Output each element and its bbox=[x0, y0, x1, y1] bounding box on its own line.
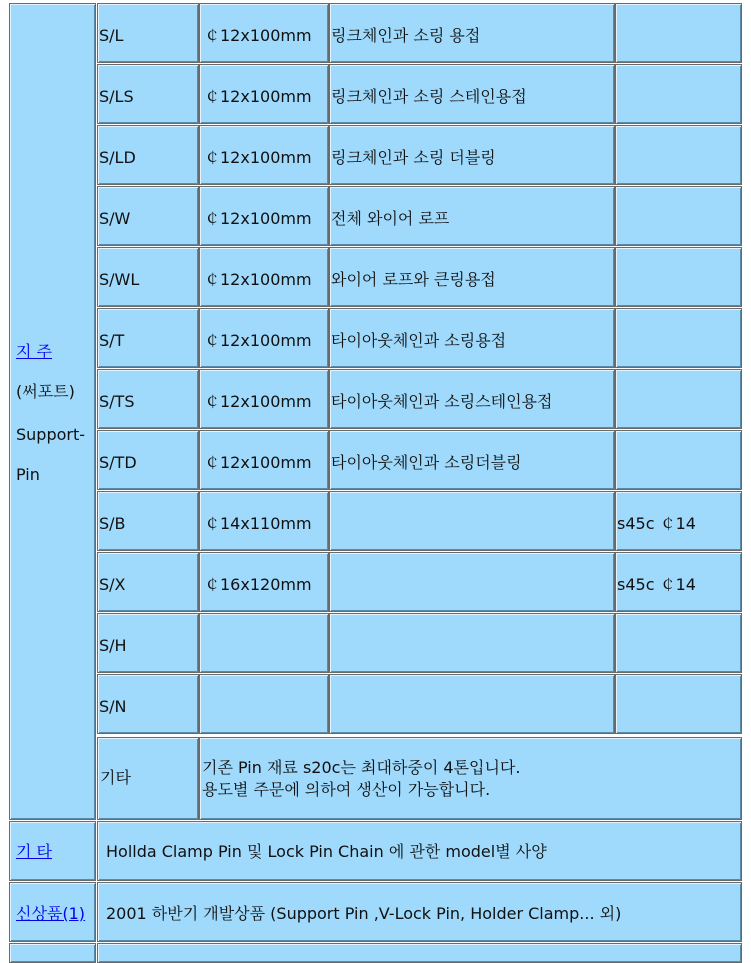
row-model-cell bbox=[97, 674, 199, 734]
row-note-cell bbox=[615, 430, 742, 490]
row-description-cell bbox=[329, 186, 615, 246]
row-model: S/W bbox=[99, 209, 131, 228]
row-model-cell bbox=[97, 369, 199, 429]
row-model-cell bbox=[97, 186, 199, 246]
other-label-cell bbox=[97, 737, 199, 820]
row-description-cell bbox=[329, 125, 615, 185]
row-size: ￠12x100mm bbox=[204, 87, 312, 106]
support-category-cell bbox=[9, 3, 96, 820]
row-size-cell bbox=[199, 674, 329, 734]
row-description: 전체 와이어 로프 bbox=[331, 209, 450, 228]
other-note-line-1: 기존 Pin 재료 s20c는 최대하중이 4톤입니다. bbox=[202, 758, 521, 777]
etc-text: Hollda Clamp Pin 및 Lock Pin Chain 에 관한 model별 사양 bbox=[106, 842, 547, 861]
row-description: 링크체인과 소링 스테인용접 bbox=[331, 87, 527, 106]
new-label-cell bbox=[9, 882, 96, 942]
row-note-cell bbox=[615, 308, 742, 368]
row-description-cell bbox=[329, 613, 615, 673]
row-model: S/X bbox=[99, 575, 126, 594]
row-model: S/WL bbox=[99, 270, 140, 289]
row-note-cell bbox=[615, 247, 742, 307]
row-model-cell bbox=[97, 430, 199, 490]
next-row-label-cell bbox=[9, 943, 96, 963]
row-note: s45c ￠14 bbox=[617, 514, 696, 533]
row-model: S/T bbox=[99, 331, 125, 350]
row-size-cell bbox=[199, 491, 329, 551]
row-model: S/LD bbox=[99, 148, 136, 167]
row-model-cell bbox=[97, 552, 199, 612]
support-category-english-2: Pin bbox=[16, 465, 40, 484]
row-note-cell bbox=[615, 125, 742, 185]
row-model-cell bbox=[97, 247, 199, 307]
row-description-cell bbox=[329, 3, 615, 63]
row-model-cell bbox=[97, 64, 199, 124]
row-size-cell bbox=[199, 430, 329, 490]
row-description-cell bbox=[329, 369, 615, 429]
row-note-cell bbox=[615, 491, 742, 551]
row-size-cell bbox=[199, 125, 329, 185]
other-note-cell bbox=[199, 737, 742, 820]
row-size-cell bbox=[199, 186, 329, 246]
row-size-cell bbox=[199, 369, 329, 429]
row-size: ￠12x100mm bbox=[204, 148, 312, 167]
row-model: S/TD bbox=[99, 453, 137, 472]
row-model: S/TS bbox=[99, 392, 135, 411]
row-size: ￠12x100mm bbox=[204, 270, 312, 289]
row-size-cell bbox=[199, 3, 329, 63]
next-row-text-cell bbox=[97, 943, 742, 963]
row-size-cell bbox=[199, 64, 329, 124]
row-description-cell bbox=[329, 491, 615, 551]
row-description-cell bbox=[329, 64, 615, 124]
row-model-cell bbox=[97, 308, 199, 368]
row-size-cell bbox=[199, 308, 329, 368]
row-note-cell bbox=[615, 3, 742, 63]
row-description: 타이아웃체인과 소링용접 bbox=[331, 331, 507, 350]
row-description: 와이어 로프와 큰링용접 bbox=[331, 270, 496, 289]
new-text-cell bbox=[97, 882, 742, 942]
row-note: s45c ￠14 bbox=[617, 575, 696, 594]
row-description-cell bbox=[329, 247, 615, 307]
row-description-cell bbox=[329, 308, 615, 368]
etc-link[interactable]: 기 타 bbox=[16, 842, 52, 861]
row-description-cell bbox=[329, 674, 615, 734]
row-size: ￠12x100mm bbox=[204, 392, 312, 411]
row-note-cell bbox=[615, 613, 742, 673]
row-size-cell bbox=[199, 247, 329, 307]
row-description: 타이아웃체인과 소링더블링 bbox=[331, 453, 522, 472]
row-size: ￠12x100mm bbox=[204, 453, 312, 472]
row-description: 타이아웃체인과 소링스테인용접 bbox=[331, 392, 553, 411]
row-size: ￠16x120mm bbox=[204, 575, 312, 594]
row-model-cell bbox=[97, 613, 199, 673]
row-size-cell bbox=[199, 613, 329, 673]
row-note-cell bbox=[615, 674, 742, 734]
row-model: S/H bbox=[99, 636, 127, 655]
new-product-link[interactable]: 신상품(1) bbox=[16, 904, 86, 923]
row-description: 링크체인과 소링 더블링 bbox=[331, 148, 496, 167]
support-category-english-1: Support- bbox=[16, 425, 86, 444]
row-size: ￠12x100mm bbox=[204, 331, 312, 350]
row-size: ￠12x100mm bbox=[204, 26, 312, 45]
row-model-cell bbox=[97, 125, 199, 185]
support-category-korean: (써포트) bbox=[16, 382, 75, 401]
new-product-text: 2001 하반기 개발상품 (Support Pin ,V-Lock Pin, Holder Clamp... 외) bbox=[106, 904, 622, 923]
row-note-cell bbox=[615, 64, 742, 124]
row-note-cell bbox=[615, 186, 742, 246]
support-category-link[interactable]: 지 주 bbox=[16, 342, 52, 361]
row-model: S/L bbox=[99, 26, 124, 45]
row-description-cell bbox=[329, 430, 615, 490]
other-label: 기타 bbox=[100, 768, 131, 787]
etc-label-cell bbox=[9, 821, 96, 881]
row-size: ￠14x110mm bbox=[204, 514, 312, 533]
row-note-cell bbox=[615, 552, 742, 612]
row-model: S/N bbox=[99, 697, 127, 716]
row-size: ￠12x100mm bbox=[204, 209, 312, 228]
row-description: 링크체인과 소링 용접 bbox=[331, 26, 481, 45]
row-description-cell bbox=[329, 552, 615, 612]
row-model: S/B bbox=[99, 514, 126, 533]
row-note-cell bbox=[615, 369, 742, 429]
other-note-line-2: 용도별 주문에 의하여 생산이 가능합니다. bbox=[202, 780, 491, 799]
etc-text-cell bbox=[97, 821, 742, 881]
row-model: S/LS bbox=[99, 87, 134, 106]
row-model-cell bbox=[97, 3, 199, 63]
row-size-cell bbox=[199, 552, 329, 612]
row-model-cell bbox=[97, 491, 199, 551]
